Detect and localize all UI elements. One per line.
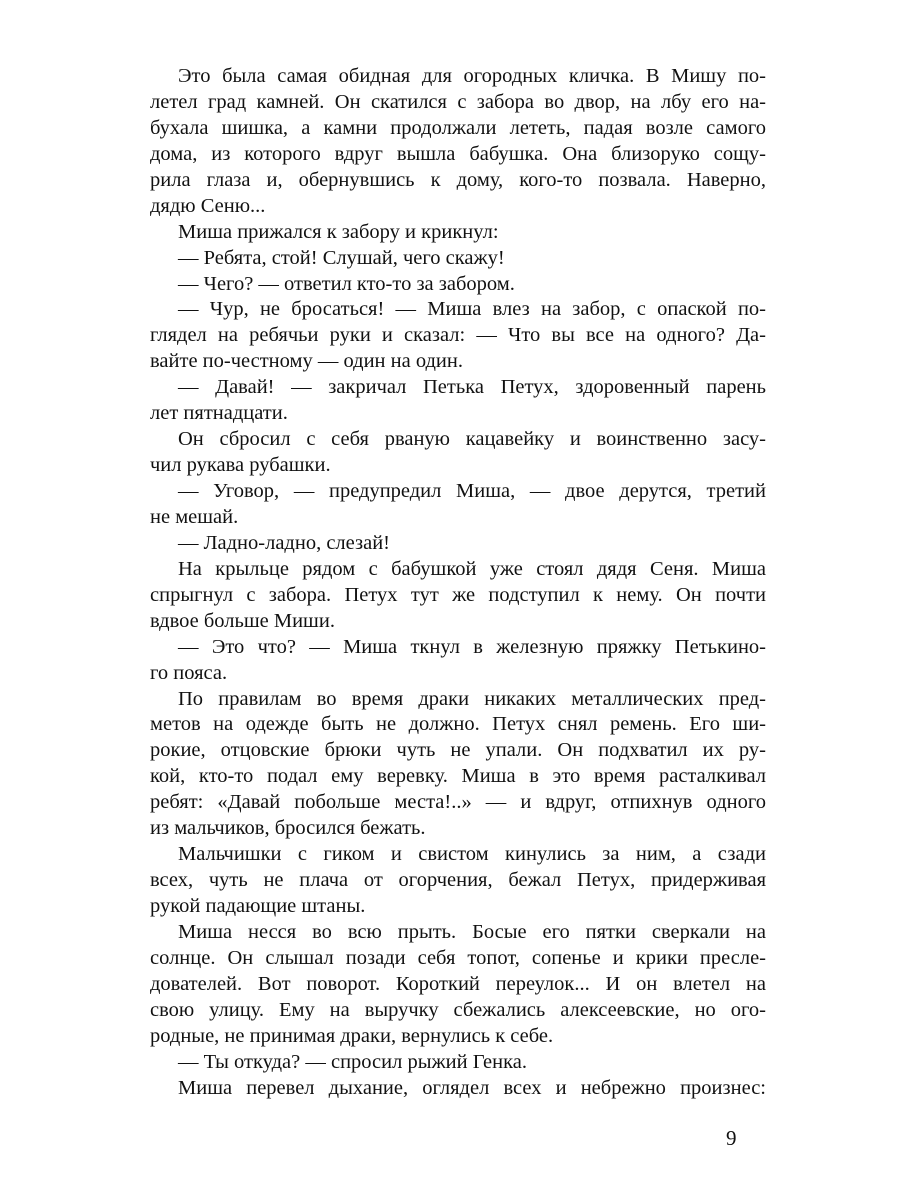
text-line: глядел на ребячьи руки и сказал: — Что вы все на одного? Да-: [150, 324, 766, 347]
text-line: На крыльце рядом с бабушкой уже стоял дядя Сеня. Миша: [178, 557, 766, 580]
text-line: — Ладно-ладно, слезай!: [178, 531, 391, 554]
text-line: дядю Сеню...: [150, 194, 266, 217]
text-line: По правилам во время драки никаких металлических пред-: [178, 687, 766, 710]
text-line: метов на одежде быть не должно. Петух снял ремень. Его ши-: [150, 713, 766, 736]
text-line: спрыгнул с забора. Петух тут же подступил к нему. Он почти: [150, 583, 766, 606]
page-number: 9: [726, 1126, 737, 1150]
text-line: — Чего? — ответил кто-то за забором.: [178, 272, 515, 295]
paragraph: [150, 1050, 766, 1076]
text-line: кой, кто-то подал ему веревку. Миша в это время расталкивал: [150, 765, 766, 788]
paragraph: [150, 375, 766, 427]
text-line: Миша перевел дыхание, оглядел всех и небрежно произнес:: [178, 1076, 766, 1099]
paragraph: [150, 272, 766, 298]
text-line: свою улицу. Ему на выручку сбежались алексеевские, но ого-: [150, 998, 766, 1021]
paragraph: [150, 635, 766, 687]
text-line: — Ты откуда? — спросил рыжий Генка.: [178, 1050, 527, 1073]
paragraph: [150, 1076, 766, 1102]
paragraph: [150, 479, 766, 531]
text-line: чил рукава рубашки.: [150, 454, 331, 477]
text-line: — Ребята, стой! Слушай, чего скажу!: [178, 246, 505, 269]
text-line: лет пятнадцати.: [150, 402, 288, 425]
paragraph: [150, 297, 766, 375]
text-line: — Давай! — закричал Петька Петух, здоровенный парень: [178, 376, 766, 399]
text-line: ребят: «Давай побольше места!..» — и вдруг, отпихнув одного: [150, 791, 766, 814]
text-line: родные, не принимая драки, вернулись к себе.: [150, 1024, 554, 1047]
text-line: всех, чуть не плача от огорчения, бежал Петух, придерживая: [150, 869, 766, 892]
text-line: из мальчиков, бросился бежать.: [150, 817, 426, 840]
paragraph: [150, 687, 766, 843]
paragraph: [150, 220, 766, 246]
paragraph: [150, 920, 766, 1050]
text-line: — Чур, не бросаться! — Миша влез на забор, с опаской по-: [178, 298, 766, 321]
text-line: рила глаза и, обернувшись к дому, кого-то позвала. Наверно,: [150, 168, 766, 191]
text-line: рукой падающие штаны.: [150, 895, 366, 917]
text-line: — Это что? — Миша ткнул в железную пряжку Петькино-: [178, 635, 766, 658]
text-line: — Уговор, — предупредил Миша, — двое дерутся, третий: [178, 480, 766, 502]
text-line: Он сбросил с себя рваную кацавейку и воинственно засу-: [178, 428, 766, 451]
text-line: вайте по-честному — один на один.: [150, 350, 463, 373]
text-line: Это была самая обидная для огородных кличка. В Мишу по-: [178, 65, 766, 87]
text-line: дователей. Вот поворот. Короткий переулок... И он влетел на: [150, 972, 766, 995]
paragraph: [150, 246, 766, 272]
paragraph: [150, 531, 766, 557]
text-line: Миша несся во всю прыть. Босые его пятки сверкали на: [178, 920, 766, 943]
paragraph: [150, 842, 766, 920]
page-body-text: [150, 64, 766, 1102]
paragraph: [150, 427, 766, 479]
text-line: солнце. Он слышал позади себя топот, сопенье и крики пресле-: [150, 946, 766, 969]
text-line: Мальчишки с гиком и свистом кинулись за ним, а сзади: [178, 843, 766, 866]
text-line: не мешай.: [150, 505, 239, 528]
text-line: го пояса.: [150, 661, 228, 684]
text-line: вдвое больше Миши.: [150, 609, 335, 632]
text-line: летел град камней. Он скатился с забора во двор, на лбу его на-: [150, 90, 766, 113]
text-line: дома, из которого вдруг вышла бабушка. Она близоруко сощу-: [150, 142, 766, 165]
text-line: Миша прижался к забору и крикнул:: [178, 220, 499, 243]
text-line: рокие, отцовские брюки чуть не упали. Он подхватил их ру-: [150, 739, 766, 762]
text-line: бухала шишка, а камни продолжали лететь, падая возле самого: [150, 116, 766, 139]
paragraph: [150, 64, 766, 220]
paragraph: [150, 557, 766, 635]
